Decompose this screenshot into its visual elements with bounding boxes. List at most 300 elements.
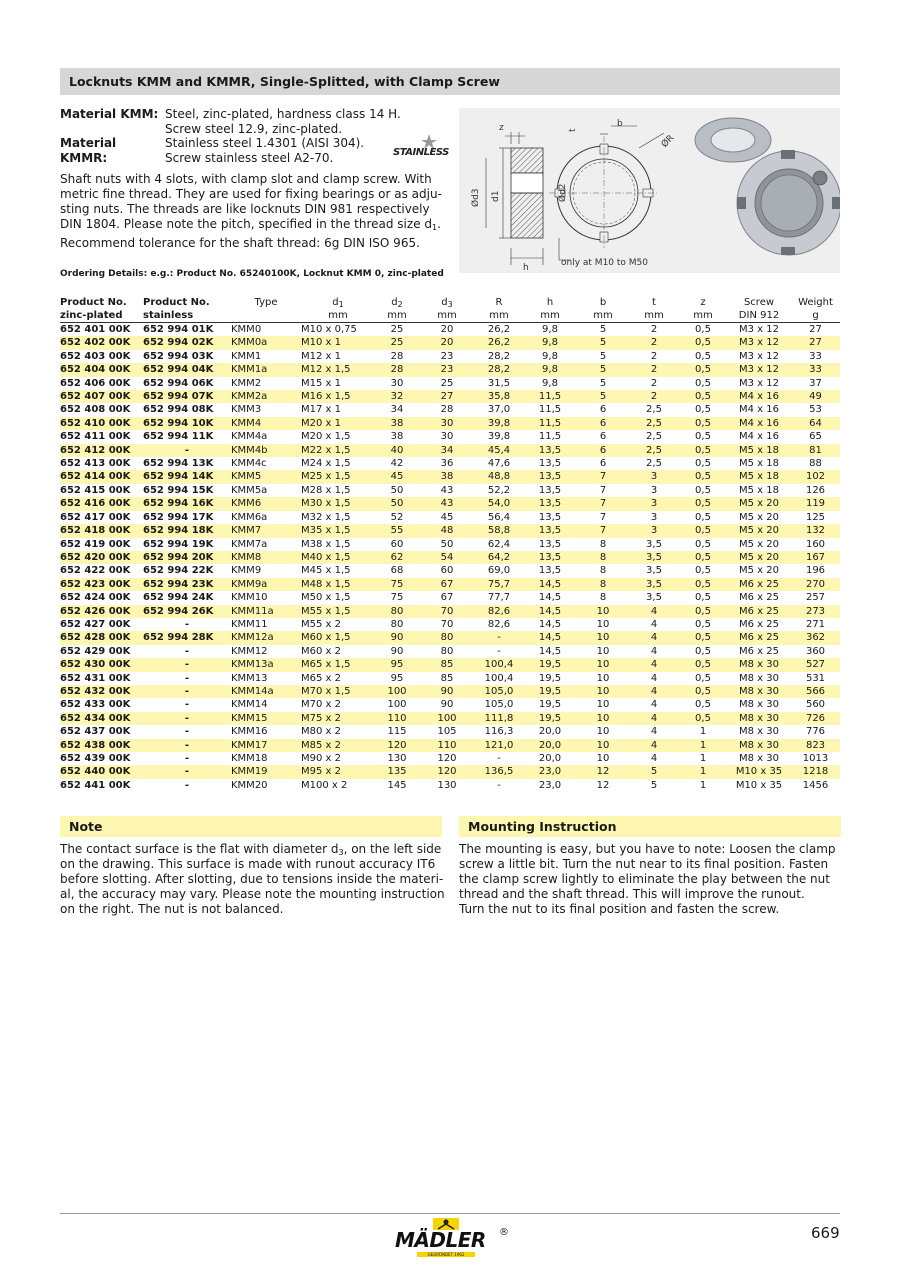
locknut-photo [695, 118, 840, 255]
note-text: The contact surface is the flat with diameter d [60, 842, 339, 856]
table-cell: 100,4 [484, 672, 514, 684]
table-cell: 105,0 [484, 699, 514, 711]
table-cell: 823 [791, 739, 840, 752]
table-cell: 23 [419, 363, 475, 376]
table-cell: 67 [419, 578, 475, 591]
table-cell: 12 [577, 765, 629, 778]
table-cell: 560 [805, 699, 826, 711]
table-cell: 8 [599, 592, 607, 604]
table-cell: 3,5 [646, 538, 662, 550]
table-cell: M3 x 12 [739, 324, 779, 335]
table-cell: 82,6 [487, 618, 511, 630]
table-cell: 25 [390, 324, 404, 335]
table-cell: 652 427 00K [60, 618, 131, 630]
table-cell: 1 [699, 779, 707, 791]
table-cell: 12 [596, 779, 610, 791]
table-cell: 100 [375, 685, 419, 698]
column-header-top: Product No. [143, 297, 210, 308]
table-cell: 10 [596, 726, 610, 738]
subscript: 3 [447, 300, 453, 309]
table-cell: KMM12a [231, 631, 301, 644]
table-cell: 90 [375, 631, 419, 644]
table-cell: 0,5 [695, 431, 711, 443]
table-cell: 120 [375, 739, 419, 752]
table-cell: 3,5 [646, 565, 662, 577]
table-cell: M22 x 1,5 [301, 444, 375, 457]
table-cell: 116,3 [484, 726, 514, 738]
table-cell: 13,5 [523, 470, 577, 483]
table-cell: KMM13 [231, 672, 268, 684]
column-header-top: Weight [798, 297, 833, 308]
subscript: 1 [338, 300, 344, 309]
table-row [60, 779, 840, 792]
description-line: sting nuts. The threads are like locknuts DIN 981 respectively [60, 202, 430, 216]
table-cell: 3,5 [629, 551, 679, 564]
table-cell: 0,5 [695, 404, 711, 416]
table-cell: M6 x 25 [739, 618, 779, 630]
column-header [375, 297, 419, 323]
table-cell: 10 [596, 618, 610, 630]
table-cell: M100 x 2 [301, 779, 348, 791]
table-cell: 4 [629, 658, 679, 671]
table-cell: 64,2 [475, 551, 523, 564]
column-header [577, 297, 629, 323]
table-cell: 652 994 08K [143, 404, 214, 416]
table-cell: 14,5 [523, 578, 577, 591]
table-cell: 4 [650, 672, 658, 684]
table-cell: M60 x 2 [301, 645, 341, 657]
header-symbol: d [332, 297, 339, 308]
table-row [60, 538, 840, 551]
table-cell: KMM16 [231, 726, 268, 738]
table-cell: 5 [599, 377, 607, 389]
table-cell: 45 [440, 511, 454, 523]
table-cell: 14,5 [523, 605, 577, 618]
table-row [60, 752, 840, 765]
table-cell: 652 439 00K [60, 753, 131, 764]
table-cell: 0,5 [695, 645, 711, 657]
table-cell: KMM6a [231, 511, 268, 523]
table-cell: 52 [390, 511, 404, 523]
table-cell: - [143, 658, 231, 671]
table-cell: 100,4 [475, 658, 523, 671]
table-cell: M20 x 1,5 [301, 431, 351, 443]
table-cell: 0,5 [695, 565, 711, 577]
table-cell: 28,2 [475, 363, 523, 376]
table-cell: 27 [809, 324, 822, 335]
subscript: 2 [397, 300, 403, 309]
table-cell: M15 x 1 [301, 377, 341, 389]
table-cell: 10 [577, 739, 629, 752]
table-cell: 10 [577, 605, 629, 618]
table-cell: 652 994 06K [143, 377, 214, 389]
column-header [679, 297, 727, 323]
material-line: Steel, zinc-plated, hardness class 14 H. [165, 107, 401, 121]
table-cell: 6 [599, 431, 607, 443]
footer-divider [60, 1213, 840, 1214]
table-cell: M5 x 20 [727, 524, 791, 537]
table-cell: 652 994 22K [143, 565, 214, 577]
table-cell: 2 [629, 390, 679, 403]
table-row [60, 551, 840, 564]
table-cell: KMM2 [231, 377, 262, 389]
table-cell: KMM9a [231, 578, 301, 591]
table-cell: KMM1 [231, 350, 262, 362]
table-cell: 132 [791, 524, 840, 537]
table-cell: 11,5 [538, 431, 562, 443]
table-cell: 652 403 00K [60, 350, 131, 362]
table-cell: M3 x 12 [727, 363, 791, 376]
table-cell: 8 [577, 578, 629, 591]
table-cell: KMM0 [231, 324, 262, 335]
table-cell: 49 [791, 390, 840, 403]
table-cell: KMM7 [231, 524, 301, 537]
table-cell: 652 404 00K [60, 363, 143, 376]
table-cell: M55 x 1,5 [301, 605, 375, 618]
table-cell: 80 [375, 605, 419, 618]
column-header [419, 297, 475, 323]
table-cell: 19,5 [523, 712, 577, 725]
table-cell: 9,8 [542, 324, 558, 335]
table-cell: 0,5 [695, 324, 711, 335]
table-cell: M6 x 25 [727, 605, 791, 618]
table-cell: 10 [577, 712, 629, 725]
table-cell: 105,0 [475, 685, 523, 698]
table-cell: 7 [599, 484, 607, 496]
table-row [60, 390, 840, 403]
mounting-line: The mounting is easy, but you have to note: Loosen the clamp [459, 842, 836, 856]
table-cell: 23,0 [523, 765, 577, 778]
table-cell: 35,8 [475, 390, 523, 403]
table-cell: 23 [440, 350, 454, 362]
table-cell: 652 994 07K [143, 390, 231, 403]
table-cell: 95 [375, 658, 419, 671]
table-cell: M8 x 30 [739, 753, 779, 764]
column-header-top [301, 297, 375, 310]
material-line: Stainless steel 1.4301 (AISI 304). [165, 136, 365, 150]
table-row [60, 430, 840, 443]
table-cell: 0,5 [679, 578, 727, 591]
table-cell: 62,4 [487, 538, 511, 550]
table-cell: KMM17 [231, 739, 301, 752]
table-cell: - [184, 672, 190, 684]
table-cell: 2 [650, 350, 658, 362]
table-cell: - [184, 753, 190, 764]
table-cell: 652 406 00K [60, 377, 131, 389]
table-cell: M5 x 18 [739, 484, 779, 496]
table-cell: 13,5 [538, 511, 562, 523]
column-header-unit: stainless [143, 309, 194, 321]
column-header-unit: mm [328, 309, 348, 321]
note-text: , on the left side [343, 842, 442, 856]
table-cell: M4 x 16 [739, 431, 779, 443]
column-header-top: t [652, 297, 656, 308]
table-cell: KMM13a [231, 658, 301, 671]
table-cell: 652 994 18K [143, 524, 231, 537]
table-cell: 20,0 [538, 753, 562, 764]
table-cell: 68 [390, 565, 404, 577]
table-cell: 13,5 [538, 538, 562, 550]
mounting-line: Turn the nut to its final position and fasten the screw. [459, 902, 780, 916]
table-cell: M10 x 0,75 [301, 324, 357, 335]
column-header-top: Screw [743, 297, 775, 308]
table-cell: M25 x 1,5 [301, 470, 375, 483]
table-cell: 28 [375, 363, 419, 376]
table-cell: 39,8 [487, 431, 511, 443]
table-cell: KMM5a [231, 484, 268, 496]
column-header-unit: mm [489, 309, 509, 321]
table-cell: 167 [791, 551, 840, 564]
table-cell: 8 [577, 551, 629, 564]
table-row [60, 725, 840, 738]
table-cell: 27 [791, 336, 840, 349]
table-cell: 115 [387, 726, 407, 738]
table-cell: M38 x 1,5 [301, 538, 351, 550]
table-cell: M8 x 30 [727, 712, 791, 725]
column-header [143, 297, 231, 323]
material-label: Material KMMR: [60, 136, 117, 165]
table-cell: 64 [791, 417, 840, 430]
table-cell: KMM8 [231, 551, 301, 564]
table-cell: 23,0 [538, 779, 562, 791]
table-cell: KMM5 [231, 470, 301, 483]
table-cell: 652 424 00K [60, 592, 131, 604]
table-cell: 69,0 [487, 565, 511, 577]
table-row [60, 524, 840, 537]
table-cell: - [184, 618, 190, 630]
column-header-top: Type [254, 297, 278, 308]
materials [60, 107, 450, 165]
column-header-top [375, 297, 419, 310]
table-cell: 31,5 [487, 377, 511, 389]
table-cell: M24 x 1,5 [301, 458, 351, 470]
table-cell: M28 x 1,5 [301, 484, 351, 496]
table-row [60, 377, 840, 390]
table-cell: 20,0 [538, 726, 562, 738]
table-cell: 10 [596, 699, 610, 711]
label-h: h [523, 263, 529, 273]
table-cell: 257 [805, 592, 826, 604]
table-cell: 652 994 23K [143, 578, 231, 591]
table-cell: 1 [699, 726, 707, 738]
table-cell: M40 x 1,5 [301, 551, 375, 564]
table-cell: 5 [599, 350, 607, 362]
table-cell: 7 [577, 524, 629, 537]
table-cell: 135 [375, 765, 419, 778]
table-cell: 43 [440, 484, 454, 496]
column-header [791, 297, 840, 323]
table-cell: 3 [629, 470, 679, 483]
table-cell: 3,5 [629, 578, 679, 591]
table-cell: M65 x 1,5 [301, 658, 375, 671]
table-cell: 58,8 [475, 524, 523, 537]
table-cell: 48,8 [475, 470, 523, 483]
table-cell: 0,5 [679, 470, 727, 483]
table-cell: M90 x 2 [301, 753, 341, 764]
table-cell: KMM10 [231, 592, 268, 604]
table-cell: 5 [577, 336, 629, 349]
table-cell: 652 994 14K [143, 470, 231, 483]
table-cell: KMM19 [231, 765, 301, 778]
table-cell: KMM1a [231, 363, 301, 376]
table-cell: 77,7 [487, 592, 511, 604]
table-cell: 14,5 [538, 592, 562, 604]
table-cell: 0,5 [679, 551, 727, 564]
table-cell: 37 [809, 377, 822, 389]
column-header-unit: mm [693, 309, 713, 321]
table-row [60, 497, 840, 510]
table-cell: 32 [375, 390, 419, 403]
description-text: DIN 1804. Please note the pitch, specified in the thread size d [60, 217, 433, 231]
table-cell: 0,5 [679, 390, 727, 403]
drawing-svg [459, 108, 840, 273]
table-cell: M30 x 1,5 [301, 497, 375, 510]
label-t: t [568, 128, 578, 132]
description-line [60, 217, 450, 232]
table-cell: 0,5 [679, 524, 727, 537]
table-cell: 50 [390, 484, 404, 496]
table-cell: 10 [577, 685, 629, 698]
table-cell: M95 x 2 [301, 765, 375, 778]
table-cell: 776 [805, 726, 826, 738]
table-cell: 38 [375, 417, 419, 430]
table-cell: 652 418 00K [60, 524, 143, 537]
table-cell: 652 994 24K [143, 592, 214, 604]
table-cell: - [143, 685, 231, 698]
table-cell: 362 [791, 631, 840, 644]
table-cell: - [143, 765, 231, 778]
table-cell: 37,0 [487, 404, 511, 416]
table-cell: 652 410 00K [60, 417, 143, 430]
table-cell: 0,5 [695, 538, 711, 550]
table-cell: KMM12 [231, 645, 268, 657]
table-cell: 9,8 [542, 350, 558, 362]
table-cell: 25 [375, 336, 419, 349]
table-cell: KMM11 [231, 618, 268, 630]
table-cell: 26,2 [475, 336, 523, 349]
table-cell: 4 [629, 631, 679, 644]
column-header-unit: g [812, 309, 819, 321]
table-row [60, 403, 840, 416]
table-cell: 45,4 [475, 444, 523, 457]
table-cell: 19,5 [538, 699, 562, 711]
table-cell: 13,5 [523, 444, 577, 457]
table-cell: 130 [387, 753, 407, 764]
table-cell: 120 [419, 765, 475, 778]
table-row [60, 323, 840, 337]
table-row [60, 605, 840, 618]
table-cell: 100 [419, 712, 475, 725]
locknut-spec-table [60, 297, 840, 792]
table-cell: 10 [577, 631, 629, 644]
column-header-unit: DIN 912 [738, 309, 780, 321]
material-label: Material KMM: [60, 107, 159, 121]
table-cell: M8 x 30 [739, 699, 779, 711]
table-cell: 54,0 [475, 497, 523, 510]
table-cell: 2,5 [646, 404, 662, 416]
table-cell: 0,5 [679, 444, 727, 457]
table-cell: 2 [650, 324, 658, 335]
table-cell: 105 [437, 726, 457, 738]
table-cell: 360 [805, 645, 826, 657]
table-cell: 30 [440, 431, 454, 443]
figure-caption: only at M10 to M50 [561, 258, 648, 268]
technical-drawing [459, 108, 840, 273]
table-cell: 75 [375, 578, 419, 591]
table-cell: 5 [650, 779, 658, 791]
table-cell: 33 [791, 363, 840, 376]
table-cell: 28,2 [487, 350, 511, 362]
table-cell: M60 x 1,5 [301, 631, 375, 644]
table-cell: - [184, 779, 190, 791]
table-row [60, 685, 840, 698]
table-cell: 85 [419, 658, 475, 671]
table-row [60, 470, 840, 483]
description [60, 172, 450, 251]
table-cell: KMM4 [231, 417, 301, 430]
table-cell: M12 x 1,5 [301, 363, 375, 376]
table-cell: 43 [419, 497, 475, 510]
table-row [60, 564, 840, 577]
table-cell: 119 [791, 497, 840, 510]
table-cell: 120 [437, 753, 457, 764]
table-cell: 652 402 00K [60, 336, 143, 349]
table-cell: M6 x 25 [739, 645, 779, 657]
table-cell: 6 [577, 444, 629, 457]
table-cell: 3,5 [646, 592, 662, 604]
table-cell: 273 [791, 605, 840, 618]
table-cell: 7 [599, 511, 607, 523]
table-cell: 0,5 [695, 511, 711, 523]
table-cell: KMM14 [231, 699, 268, 711]
table-cell: 652 426 00K [60, 605, 143, 618]
table-cell: KMM9 [231, 565, 262, 577]
table-cell: 652 994 03K [143, 350, 214, 362]
table-cell: 0,5 [695, 618, 711, 630]
table-cell: KMM6 [231, 497, 301, 510]
table-cell: 0,5 [679, 712, 727, 725]
table-row [60, 511, 840, 524]
note-line: on the right. The nut is not balanced. [60, 902, 284, 916]
table-cell: 6 [599, 404, 607, 416]
table-cell: 70 [440, 618, 454, 630]
table-cell: 5 [577, 390, 629, 403]
table-cell: M3 x 12 [739, 350, 779, 362]
table-cell: M5 x 18 [727, 470, 791, 483]
table-cell: 652 431 00K [60, 672, 131, 684]
table-cell: 5 [599, 324, 607, 335]
table-cell: 14,5 [523, 631, 577, 644]
table-cell: 652 433 00K [60, 699, 131, 711]
table-cell: 652 994 26K [143, 605, 231, 618]
table-cell: 4 [650, 645, 658, 657]
table-cell: 0,5 [695, 350, 711, 362]
table-cell: 26,2 [487, 324, 511, 335]
table-row [60, 631, 840, 644]
table-cell: 56,4 [487, 511, 511, 523]
table-cell: 652 401 00K [60, 324, 131, 335]
table-cell: M8 x 30 [727, 685, 791, 698]
table-cell: 1 [699, 753, 707, 764]
table-cell: 2 [629, 363, 679, 376]
table-cell: KMM14a [231, 685, 301, 698]
material-line: Screw stainless steel A2-70. [165, 150, 334, 165]
table-cell: M4 x 16 [727, 390, 791, 403]
table-cell: 30 [390, 377, 404, 389]
table-cell: M6 x 25 [727, 631, 791, 644]
table-cell: 8 [599, 565, 607, 577]
table-cell: 4 [629, 712, 679, 725]
